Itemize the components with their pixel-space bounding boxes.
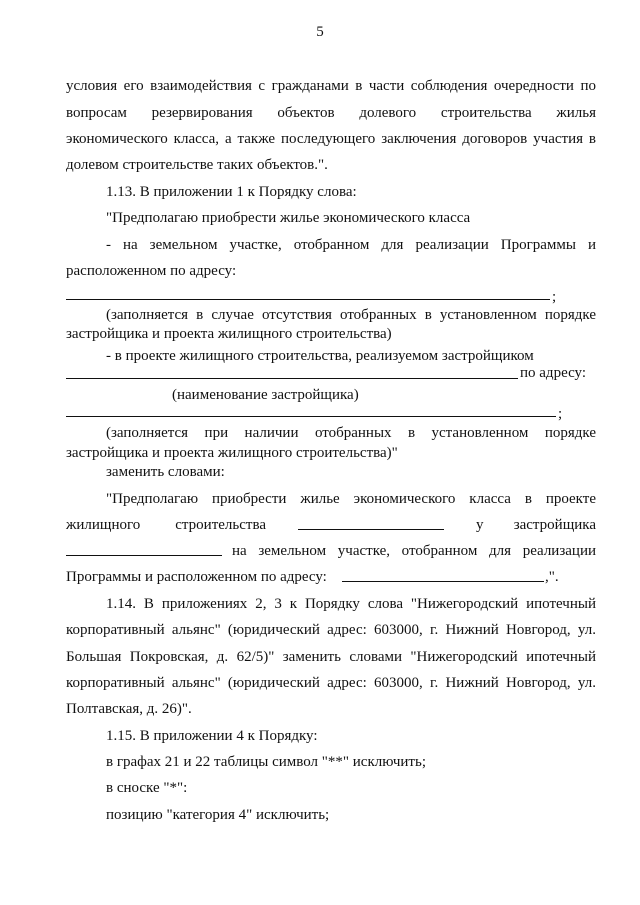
text-line: Полтавская, д. 26)". (66, 701, 192, 717)
blank-underline (66, 416, 556, 417)
text-line: Большая Покровская, д. 62/5)" заменить словами "Нижегородский ипотечный (66, 649, 596, 665)
text-line: условия его взаимодействия с гражданами в части соблюдения очередности по (66, 78, 596, 94)
text-line: застройщика и проекта жилищного строительства)" (66, 445, 398, 461)
text-line: позицию "категория 4" исключить; (106, 807, 330, 823)
blank-underline (298, 529, 444, 530)
section-1-15-heading: 1.15. В приложении 4 к Порядку: (106, 728, 318, 744)
text-line: - в проекте жилищного строительства, реализуемом застройщиком (106, 348, 534, 364)
text-line: в графах 21 и 22 таблицы символ "**" исключить; (106, 754, 426, 770)
text-line: "Предполагаю приобрести жилье экономического класса (106, 210, 471, 226)
text-line: ; (552, 289, 557, 305)
text-line: (заполняется в случае отсутствия отобранных в установленном порядке (106, 307, 596, 323)
text-line: "Предполагаю приобрести жилье экономического класса в проекте (106, 491, 596, 507)
text-line: у застройщика (476, 517, 596, 533)
text-line: жилищного строительства (66, 517, 266, 533)
blank-underline (342, 581, 544, 582)
blank-underline (66, 378, 518, 379)
text-line: вопросам резервирования объектов долевого строительства жилья (66, 105, 596, 121)
text-line: корпоративный альянс" (юридический адрес: 603000, г. Нижний Новгород, ул. (66, 675, 596, 691)
blank-underline (66, 299, 550, 300)
text-line: заменить словами: (106, 464, 225, 480)
text-line: на земельном участке, отобранном для реализации (232, 543, 596, 559)
text-line: по адресу: (520, 365, 587, 381)
text-line: Программы и расположенном по адресу: (66, 569, 327, 585)
text-line: экономического класса, а также последующего заключения договоров участия в (66, 131, 596, 147)
text-line: застройщика и проекта жилищного строительства) (66, 326, 392, 342)
text-line: долевом строительстве таких объектов.". (66, 157, 328, 173)
text-line: расположенном по адресу: (66, 263, 237, 279)
section-1-13-heading: 1.13. В приложении 1 к Порядку слова: (106, 184, 357, 200)
text-line: корпоративный альянс" (юридический адрес: 603000, г. Нижний Новгород, ул. (66, 622, 596, 638)
blank-underline (66, 555, 222, 556)
text-line: в сноске "*": (106, 780, 188, 796)
text-line: (заполняется при наличии отобранных в установленном порядке (106, 425, 596, 441)
text-line: ; (558, 406, 563, 422)
section-1-14-text: 1.14. В приложениях 2, 3 к Порядку слова "Нижегородский ипотечный (106, 596, 596, 612)
text-line: (наименование застройщика) (172, 387, 359, 403)
page-number: 5 (316, 24, 324, 40)
text-line: - на земельном участке, отобранном для реализации Программы и (106, 237, 596, 253)
text-line: ,". (545, 569, 559, 585)
